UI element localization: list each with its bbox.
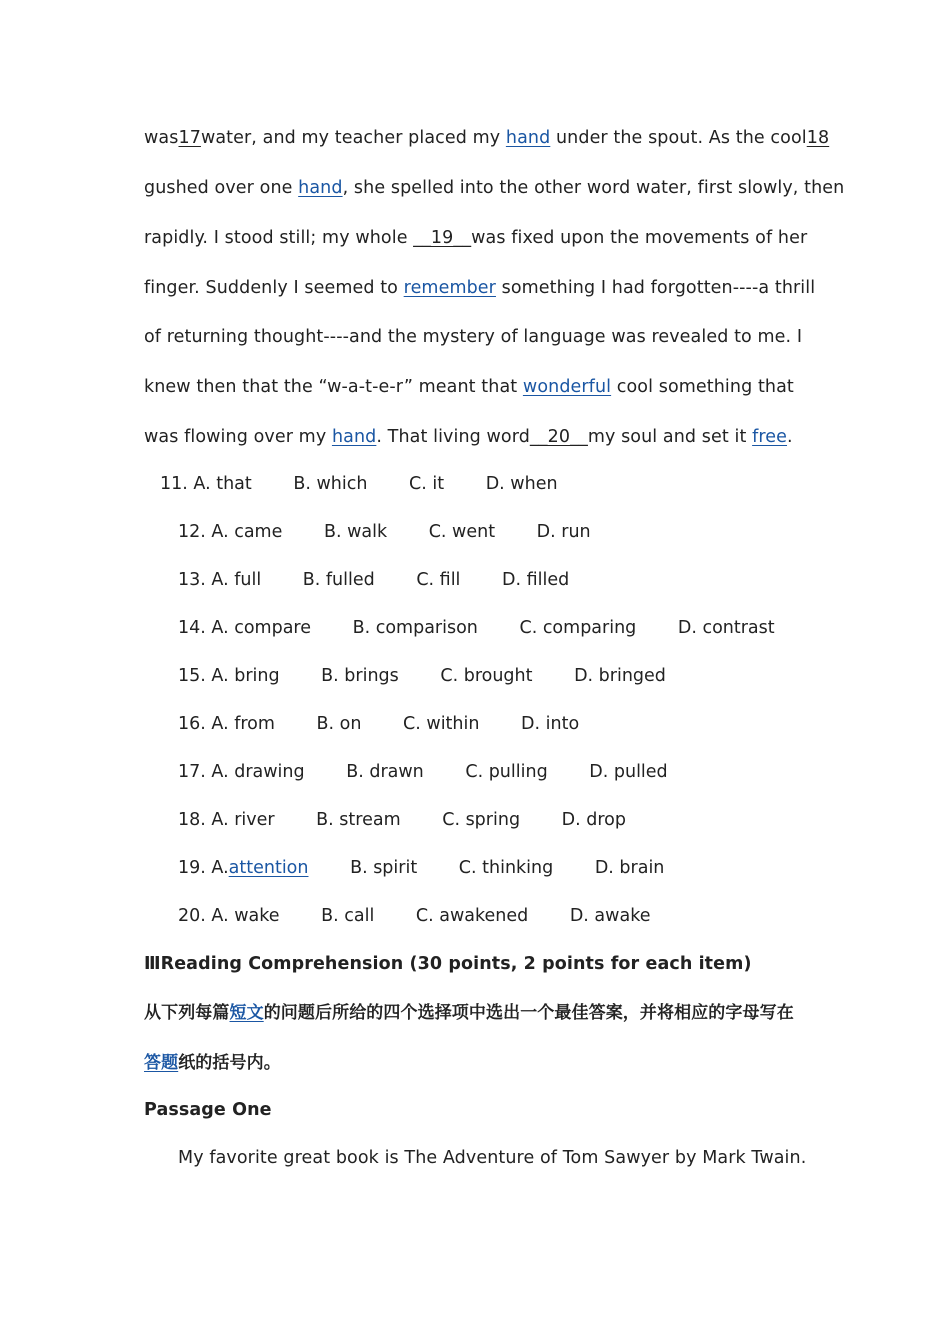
section-title: ⅢReading Comprehension (30 points, 2 points for each item) xyxy=(144,954,752,974)
instruction-line-2 xyxy=(144,1051,281,1075)
text: of returning thought----and the mystery of language was revealed to me. I xyxy=(144,327,803,347)
question-17 xyxy=(178,760,668,784)
option-a: A. from xyxy=(211,714,275,734)
option-c: C. spring xyxy=(442,810,521,830)
duanwen-link[interactable]: 短文 xyxy=(229,1003,264,1023)
option-d: D. filled xyxy=(502,570,570,590)
question-18 xyxy=(178,808,626,832)
text: , she spelled into the other word water, first slowly, then xyxy=(342,178,845,198)
text: knew then that the “w-a-t-e-r” meant that xyxy=(144,377,523,397)
passage-line-3 xyxy=(144,226,807,250)
text: 纸的括号内。 xyxy=(178,1053,281,1073)
option-a: A. drawing xyxy=(211,762,305,782)
option-d: D. drop xyxy=(561,810,626,830)
option-d: D. pulled xyxy=(589,762,668,782)
option-c: C. awakened xyxy=(415,906,529,926)
question-number: 12. xyxy=(178,522,206,542)
question-16 xyxy=(178,712,579,736)
option-c: C. fill xyxy=(416,570,461,590)
option-a: A. compare xyxy=(211,618,311,638)
text: . That living word xyxy=(376,427,530,447)
hand-link[interactable]: hand xyxy=(505,128,551,148)
remember-link[interactable]: remember xyxy=(403,278,496,298)
text: rapidly. I stood still; my whole xyxy=(144,228,414,248)
option-d: D. awake xyxy=(569,906,651,926)
option-d: D. bringed xyxy=(574,666,666,686)
option-b: B. fulled xyxy=(302,570,375,590)
option-d: D. brain xyxy=(594,858,665,878)
question-number: 13. xyxy=(178,570,206,590)
question-number: 20. xyxy=(178,906,206,926)
passage-line-7 xyxy=(144,425,793,449)
text: . xyxy=(787,427,793,447)
passage-line-5 xyxy=(144,325,802,349)
blank-17: 17 xyxy=(178,128,201,148)
option-a: A. wake xyxy=(211,906,280,926)
option-d: D. when xyxy=(485,474,558,494)
passage-line-2 xyxy=(144,176,844,200)
option-b: B. which xyxy=(293,474,368,494)
question-13 xyxy=(178,568,569,592)
option-b: B. comparison xyxy=(352,618,478,638)
text: cool something that xyxy=(611,377,794,397)
option-b: B. spirit xyxy=(350,858,418,878)
text: something I had forgotten----a thrill xyxy=(495,278,816,298)
passage-one-first-line: My favorite great book is The Adventure of Tom Sawyer by Mark Twain. xyxy=(178,1148,807,1168)
question-11 xyxy=(160,472,558,496)
option-b: B. walk xyxy=(323,522,388,542)
question-19 xyxy=(178,856,664,880)
dati-link[interactable]: 答题 xyxy=(144,1053,179,1073)
question-number: 14. xyxy=(178,618,206,638)
option-b: B. on xyxy=(316,714,362,734)
text: was flowing over my xyxy=(144,427,332,447)
passage-line-4 xyxy=(144,276,815,300)
text: my soul and set it xyxy=(587,427,753,447)
option-a xyxy=(211,856,308,880)
option-c: C. thinking xyxy=(458,858,554,878)
free-link[interactable]: free xyxy=(752,427,788,447)
question-number: 11. xyxy=(160,474,188,494)
option-a: A. that xyxy=(193,474,252,494)
question-number: 18. xyxy=(178,810,206,830)
question-number: 15. xyxy=(178,666,206,686)
hand-link[interactable]: hand xyxy=(331,427,377,447)
text: water, and my teacher placed my xyxy=(200,128,506,148)
option-a-prefix: A. xyxy=(211,858,229,878)
text: finger. Suddenly I seemed to xyxy=(144,278,404,298)
blank-20: __20__ xyxy=(529,427,588,447)
option-d: D. into xyxy=(521,714,580,734)
question-number: 16. xyxy=(178,714,206,734)
question-14 xyxy=(178,616,775,640)
option-a: A. full xyxy=(211,570,262,590)
option-b: B. call xyxy=(321,906,375,926)
blank-18: 18 xyxy=(806,128,830,148)
blank-19: __19__ xyxy=(413,228,472,248)
option-c: C. it xyxy=(409,474,445,494)
text: was xyxy=(144,128,179,148)
question-12 xyxy=(178,520,591,544)
text: 的问题后所给的四个选择项中选出一个最佳答案，并将相应的字母写在 xyxy=(263,1003,794,1023)
passage-line-1 xyxy=(144,126,829,150)
option-c: C. went xyxy=(428,522,496,542)
option-a: A. river xyxy=(211,810,275,830)
question-15 xyxy=(178,664,666,688)
option-c: C. within xyxy=(403,714,480,734)
text: under the spout. As the cool xyxy=(550,128,807,148)
option-b: B. drawn xyxy=(346,762,424,782)
wonderful-link[interactable]: wonderful xyxy=(522,377,612,397)
attention-link[interactable]: attention xyxy=(228,858,309,878)
text: was fixed upon the movements of her xyxy=(471,228,808,248)
option-a: A. bring xyxy=(211,666,280,686)
option-d: D. run xyxy=(536,522,591,542)
text: gushed over one xyxy=(144,178,299,198)
option-b: B. stream xyxy=(316,810,401,830)
option-b: B. brings xyxy=(321,666,399,686)
option-c: C. pulling xyxy=(465,762,548,782)
question-20 xyxy=(178,904,650,928)
option-c: C. brought xyxy=(440,666,533,686)
passage-line-6 xyxy=(144,375,794,399)
text: 从下列每篇 xyxy=(144,1003,230,1023)
option-c: C. comparing xyxy=(519,618,637,638)
instruction-line-1 xyxy=(144,1001,794,1025)
option-d: D. contrast xyxy=(677,618,775,638)
passage-one-title: Passage One xyxy=(144,1100,272,1120)
question-number: 17. xyxy=(178,762,206,782)
question-number: 19. xyxy=(178,858,206,878)
hand-link[interactable]: hand xyxy=(298,178,343,198)
option-a: A. came xyxy=(211,522,283,542)
